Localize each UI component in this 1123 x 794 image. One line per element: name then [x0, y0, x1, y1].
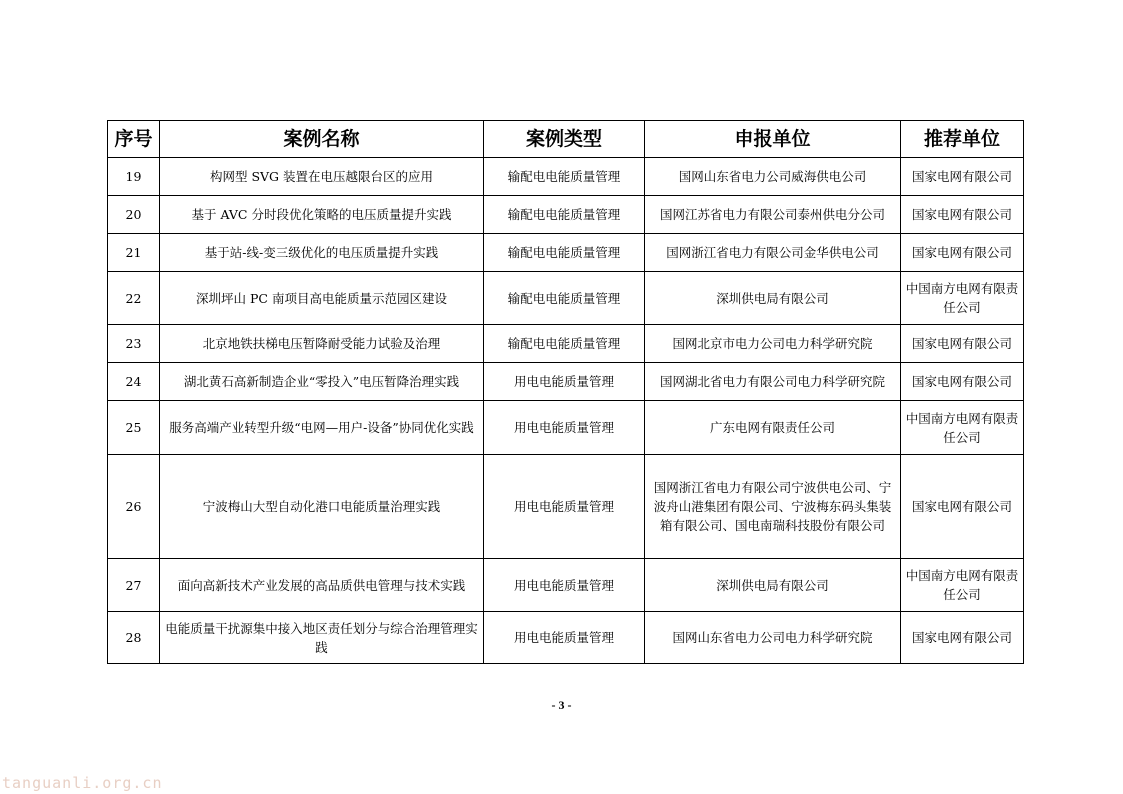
- header-recommender: 推荐单位: [901, 121, 1024, 158]
- cell-applicant: 国网浙江省电力有限公司宁波供电公司、宁波舟山港集团有限公司、宁波梅东码头集装箱有限公司、国电南瑞科技股份有限公司: [645, 455, 901, 559]
- table-row: [108, 234, 1024, 272]
- page-number: - 3 -: [551, 698, 572, 712]
- cell-applicant: 国网山东省电力公司电力科学研究院: [645, 612, 901, 664]
- header-no: 序号: [108, 121, 160, 158]
- table-row: [108, 612, 1024, 664]
- table-row: [108, 325, 1024, 363]
- cell-recommender: 国家电网有限公司: [901, 612, 1024, 664]
- cell-recommender: 中国南方电网有限责任公司: [901, 559, 1024, 612]
- cell-case-name: 湖北黄石高新制造企业“零投入”电压暂降治理实践: [160, 363, 484, 401]
- header-applicant: 申报单位: [645, 121, 901, 158]
- cell-case-type: 用电电能质量管理: [484, 559, 645, 612]
- cell-recommender: 中国南方电网有限责任公司: [901, 401, 1024, 455]
- table-row: [108, 559, 1024, 612]
- cell-no: 22: [108, 272, 160, 325]
- table-body: [108, 158, 1024, 664]
- cell-recommender: 国家电网有限公司: [901, 455, 1024, 559]
- table-row: [108, 196, 1024, 234]
- table-row: [108, 272, 1024, 325]
- cell-case-type: 用电电能质量管理: [484, 455, 645, 559]
- table-row: [108, 455, 1024, 559]
- cell-case-type: 输配电电能质量管理: [484, 272, 645, 325]
- cell-case-type: 输配电电能质量管理: [484, 158, 645, 196]
- cell-recommender: 国家电网有限公司: [901, 234, 1024, 272]
- watermark: tanguanli.org.cn: [2, 774, 163, 792]
- cell-applicant: 国网山东省电力公司威海供电公司: [645, 158, 901, 196]
- cell-applicant: 国网江苏省电力有限公司泰州供电分公司: [645, 196, 901, 234]
- cell-case-type: 输配电电能质量管理: [484, 196, 645, 234]
- cell-case-name: 电能质量干扰源集中接入地区责任划分与综合治理管理实践: [160, 612, 484, 664]
- cell-case-name: 构网型 SVG 装置在电压越限台区的应用: [160, 158, 484, 196]
- cell-recommender: 国家电网有限公司: [901, 196, 1024, 234]
- cell-applicant: 深圳供电局有限公司: [645, 272, 901, 325]
- header-case-name: 案例名称: [160, 121, 484, 158]
- cell-no: 20: [108, 196, 160, 234]
- cell-case-type: 用电电能质量管理: [484, 401, 645, 455]
- cell-applicant: 国网浙江省电力有限公司金华供电公司: [645, 234, 901, 272]
- cell-applicant: 国网北京市电力公司电力科学研究院: [645, 325, 901, 363]
- table-header: [108, 121, 1024, 158]
- header-case-type: 案例类型: [484, 121, 645, 158]
- header-row: [108, 121, 1024, 158]
- cell-case-name: 深圳坪山 PC 南项目高电能质量示范园区建设: [160, 272, 484, 325]
- table-row: [108, 158, 1024, 196]
- cell-case-name: 宁波梅山大型自动化港口电能质量治理实践: [160, 455, 484, 559]
- cell-no: 21: [108, 234, 160, 272]
- cell-case-name: 基于站-线-变三级优化的电压质量提升实践: [160, 234, 484, 272]
- cell-recommender: 国家电网有限公司: [901, 363, 1024, 401]
- cell-no: 28: [108, 612, 160, 664]
- cell-case-type: 输配电电能质量管理: [484, 325, 645, 363]
- cell-no: 26: [108, 455, 160, 559]
- cases-table: [107, 120, 1024, 664]
- cell-applicant: 深圳供电局有限公司: [645, 559, 901, 612]
- cell-recommender: 国家电网有限公司: [901, 158, 1024, 196]
- cell-recommender: 国家电网有限公司: [901, 325, 1024, 363]
- cell-recommender: 中国南方电网有限责任公司: [901, 272, 1024, 325]
- cell-case-type: 输配电电能质量管理: [484, 234, 645, 272]
- cell-no: 24: [108, 363, 160, 401]
- table-row: [108, 363, 1024, 401]
- cell-case-name: 服务高端产业转型升级“电网—用户-设备”协同优化实践: [160, 401, 484, 455]
- cell-case-name: 基于 AVC 分时段优化策略的电压质量提升实践: [160, 196, 484, 234]
- cell-no: 25: [108, 401, 160, 455]
- cell-case-type: 用电电能质量管理: [484, 363, 645, 401]
- cell-applicant: 广东电网有限责任公司: [645, 401, 901, 455]
- cell-no: 19: [108, 158, 160, 196]
- cell-case-name: 北京地铁扶梯电压暂降耐受能力试验及治理: [160, 325, 484, 363]
- cell-case-type: 用电电能质量管理: [484, 612, 645, 664]
- cell-no: 23: [108, 325, 160, 363]
- cell-no: 27: [108, 559, 160, 612]
- cell-applicant: 国网湖北省电力有限公司电力科学研究院: [645, 363, 901, 401]
- cell-case-name: 面向高新技术产业发展的高品质供电管理与技术实践: [160, 559, 484, 612]
- table-row: [108, 401, 1024, 455]
